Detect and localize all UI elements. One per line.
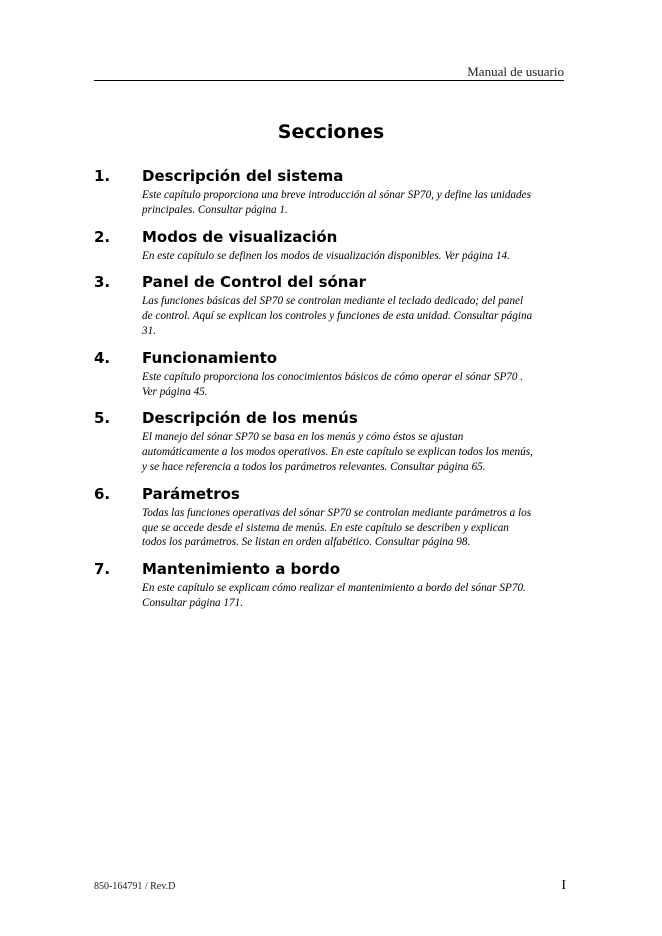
section-number: 6. [94,484,111,503]
section-number: 4. [94,348,111,367]
section-title: Descripción de los menús [142,409,358,428]
section-item [94,347,534,400]
footer-reference: 850-164791 / Rev.D [94,881,176,892]
sections-list [94,165,534,619]
section-item [94,483,534,550]
section-description: Las funciones básicas del SP70 se controlan mediante el teclado dedicado; del panel de control. Aquí se explican los controles y funciones de esta unidad. Consultar página 31. [142,295,533,337]
section-number: 2. [94,227,111,246]
section-heading [94,483,534,505]
section-item [94,165,534,218]
section-item [94,407,534,474]
section-description: El manejo del sónar SP70 se basa en los menús y cómo éstos se ajustan automáticamente a los modos operativos. En este capítulo se explican todos los menús, y se hace referencia a todos los parámetros relevantes. Consultar página 65. [142,431,533,473]
header-rule [94,80,564,81]
section-title: Panel de Control del sónar [142,273,366,292]
section-description: Este capítulo proporciona una breve introducción al sónar SP70, y define las unidades principales. Consultar página 1. [142,189,531,216]
section-heading [94,558,534,580]
section-heading [94,347,534,369]
page-title: Secciones [277,121,385,143]
section-item [94,558,534,611]
section-title: Funcionamiento [142,348,278,367]
running-header: Manual de usuario [467,64,564,79]
section-title: Modos de visualización [142,227,338,246]
section-item [94,226,534,264]
section-number: 5. [94,409,111,428]
section-title: Parámetros [142,484,240,503]
section-heading [94,271,534,293]
section-description: En este capítulo se definen los modos de visualización disponibles. Ver página 14. [142,249,510,262]
section-heading [94,407,534,429]
section-number: 1. [94,167,111,185]
section-item [94,271,534,338]
section-heading [94,226,534,248]
section-title: Descripción del sistema [142,167,344,185]
section-title: Mantenimiento a bordo [142,560,341,579]
section-number: 3. [94,273,111,292]
section-number: 7. [94,560,111,579]
section-heading [94,165,534,187]
section-description: En este capítulo se explicam cómo realizar el mantenimiento a bordo del sónar SP70. Consultar página 171. [142,582,526,609]
page-number: I [561,878,566,893]
section-description: Este capítulo proporciona los conocimientos básicos de cómo operar el sónar SP70 . Ver página 45. [142,370,524,398]
section-description: Todas las funciones operativas del sónar SP70 se controlan mediante parámetros a los que se accede desde el sistema de menús. En este capítulo se describen y explican todos los parámetros. Se listan en orden alfabético. Consultar página 98. [142,506,532,549]
